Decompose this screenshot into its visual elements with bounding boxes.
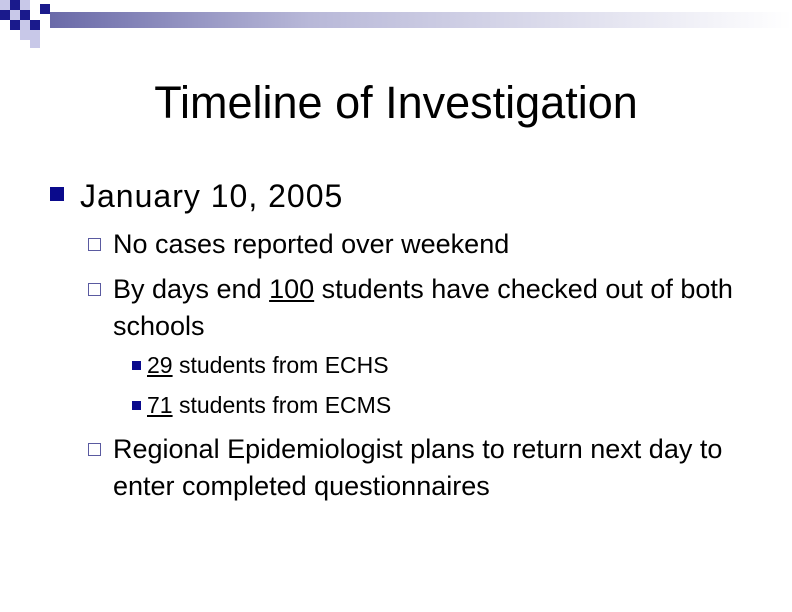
ecms-count: 71: [147, 392, 173, 418]
square-bullet-icon: [132, 401, 141, 410]
sub-bullet-checked-out: [88, 271, 748, 345]
list-item-echs-text: [147, 351, 389, 380]
sub-bullet-epidemiologist-text: Regional Epidemiologist plans to return next day to enter completed questionnaires: [113, 434, 723, 501]
square-bullet-icon: [50, 187, 64, 201]
slide-title: Timeline of Investigation: [154, 77, 638, 128]
corner-decoration: [0, 0, 792, 50]
hollow-square-bullet-icon: [88, 283, 101, 296]
list-item-ecms: [132, 391, 391, 420]
sub-bullet-epidemiologist: [88, 431, 748, 505]
square-bullet-icon: [132, 361, 141, 370]
checked-out-prefix: By days end: [113, 274, 270, 304]
hollow-square-bullet-icon: [88, 238, 101, 251]
sub-bullet-checked-out-text: [113, 271, 748, 345]
bullet-date: [50, 174, 343, 218]
ecms-label: students from ECMS: [172, 392, 392, 418]
checked-out-count: 100: [269, 274, 315, 304]
sub-bullet-no-cases-text: No cases reported over weekend: [113, 229, 510, 259]
list-item-echs: [132, 351, 389, 380]
hollow-square-bullet-icon: [88, 443, 101, 456]
echs-label: students from ECHS: [172, 352, 389, 378]
bullet-date-text: January 10, 2005: [80, 178, 344, 214]
echs-count: 29: [147, 352, 173, 378]
checked-out-suffix: students have checked out of both schools: [113, 274, 733, 341]
list-item-ecms-text: [147, 391, 391, 420]
sub-bullet-no-cases: [88, 226, 748, 263]
